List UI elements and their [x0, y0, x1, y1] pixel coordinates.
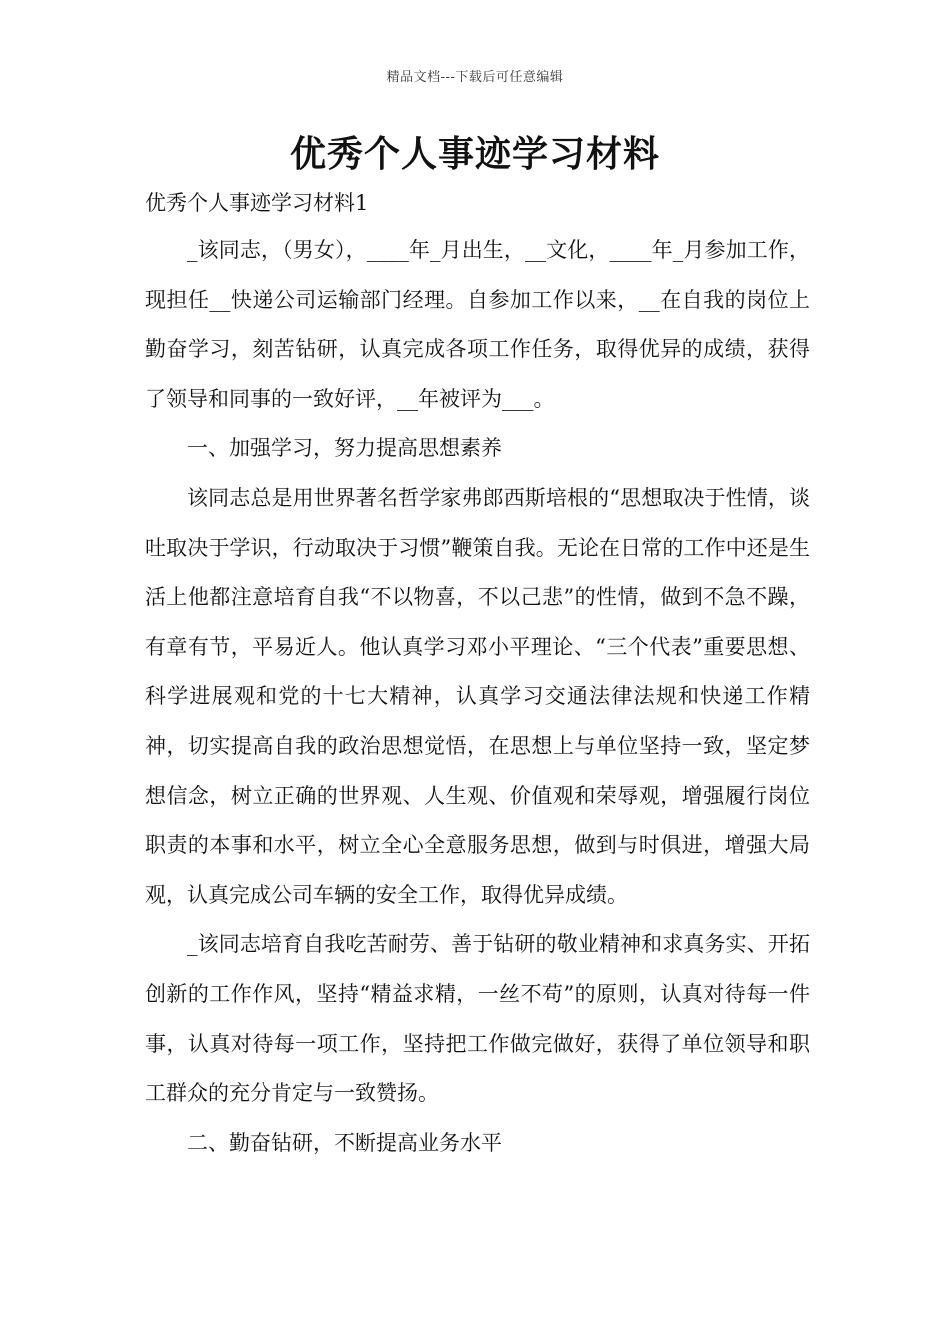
section-heading-1: 一、加强学习，努力提高思想素养	[187, 436, 502, 461]
document-subtitle: 优秀个人事迹学习材料1	[145, 191, 369, 215]
section-heading-2: 二、勤奋钻研，不断提高业务水平	[187, 1130, 502, 1155]
page-header-note: 精品文档---下载后可任意编辑	[386, 70, 564, 85]
paragraph-intro: _该同志，（男女），____年_月出生，__文化，____年_月参加工作，现担任__快递公司运输部门经理。自参加工作以来，__在自我的岗位上勤奋学习，刻苦钻研，认真完成各项工作任务，取得优异的成绩，获得了领导和同事的一致好评，__年被评为___。	[145, 238, 810, 411]
paragraph-work-style: _该同志培育自我吃苦耐劳、善于钻研的敬业精神和求真务实、开拓创新的工作作风，坚持“精益求精，一丝不苟”的原则，认真对待每一件事，认真对待每一项工作，坚持把工作做完做好，获得了单位领导和职工群众的充分肯定与一致赞扬。	[145, 932, 810, 1106]
document-title: 优秀个人事迹学习材料	[289, 133, 660, 175]
paragraph-study: 该同志总是用世界著名哲学家弗郎西斯培根的“思想取决于性情，谈吐取决于学识，行动取决于习惯”鞭策自我。无论在日常的工作中还是生活上他都注意培育自我“不以物喜，不以己悲”的性情，做到不急不躁，有章有节，平易近人。他认真学习邓小平理论、“三个代表”重要思想、科学进展观和党的十七大精神，认真学习交通法律法规和快递工作精神，切实提高自我的政治思想觉悟，在思想上与单位坚持一致，坚定梦想信念，树立正确的世界观、人生观、价值观和荣辱观，增强履行岗位职责的本事和水平，树立全心全意服务思想，做到与时俱进，增强大局观，认真完成公司车辆的安全工作，取得优异成绩。	[145, 485, 810, 907]
document-body	[145, 226, 810, 1168]
